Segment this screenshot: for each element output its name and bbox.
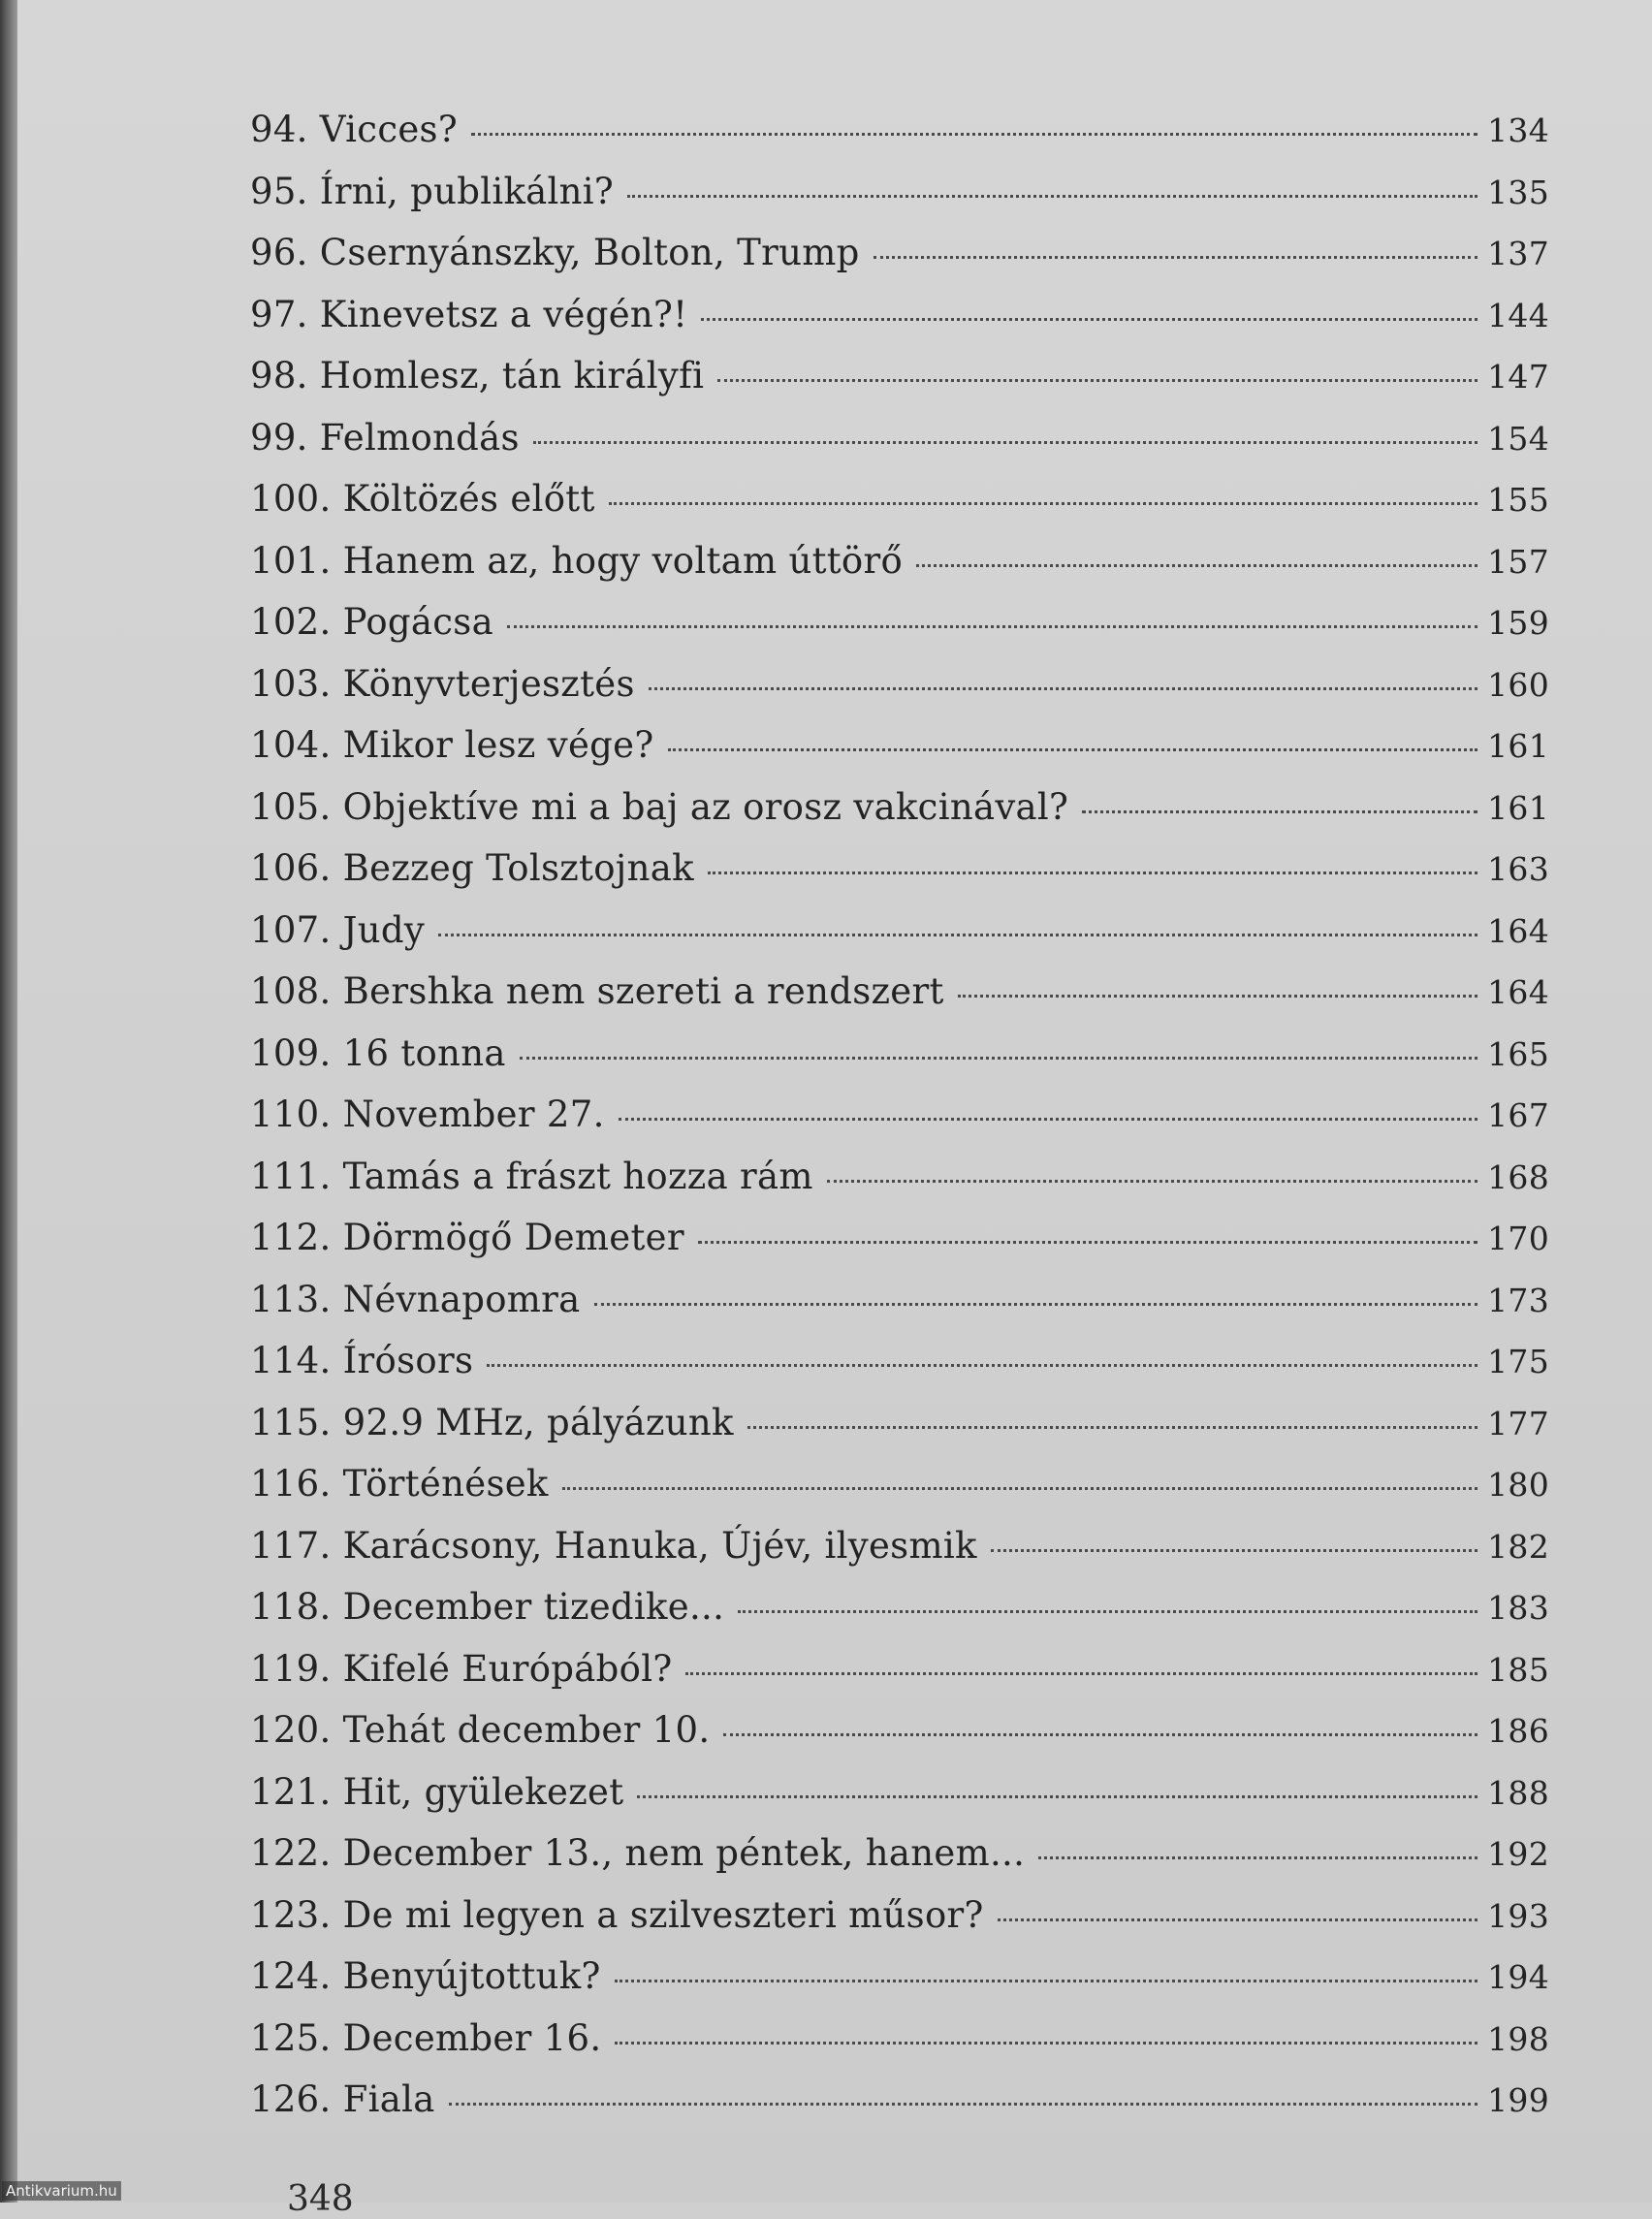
toc-entry-page: 155 (1487, 481, 1549, 519)
toc-entry-title: 121. Hit, gyülekezet (250, 1770, 624, 1813)
toc-entry-page: 163 (1487, 850, 1549, 888)
dot-leader (991, 1549, 1477, 1552)
toc-entry (250, 663, 1549, 725)
toc-entry (250, 601, 1549, 663)
toc-entry-page: 182 (1487, 1527, 1549, 1566)
toc-entry (250, 1771, 1549, 1833)
dot-leader (723, 1733, 1477, 1736)
toc-entry (250, 847, 1549, 909)
toc-entry (250, 724, 1549, 786)
dot-leader (827, 1180, 1477, 1183)
toc-entry-title: 108. Bershka nem szereti a rendszert (250, 970, 944, 1012)
toc-entry (250, 1094, 1549, 1156)
dot-leader (747, 1426, 1477, 1429)
toc-entry-title: 126. Fiala (250, 2078, 435, 2120)
toc-entry-title: 94. Vicces? (250, 109, 458, 150)
toc-entry-page: 177 (1487, 1404, 1549, 1442)
toc-entry-page: 157 (1487, 542, 1549, 581)
toc-entry-title: 122. December 13., nem péntek, hanem... (250, 1832, 1026, 1874)
dot-leader (1038, 1856, 1477, 1859)
dot-leader (615, 1980, 1477, 1982)
dot-leader (487, 1364, 1477, 1367)
toc-entry-page: 167 (1487, 1096, 1549, 1134)
dot-leader (649, 687, 1477, 690)
dot-leader (471, 133, 1477, 136)
toc-entry (250, 1586, 1549, 1648)
dot-leader (1082, 810, 1477, 813)
toc-entry (250, 2078, 1549, 2140)
toc-entry-title: 112. Dörmögő Demeter (250, 1217, 684, 1258)
toc-entry-page: 198 (1487, 2019, 1549, 2058)
toc-entry-title: 117. Karácsony, Hanuka, Újév, ilyesmik (250, 1524, 977, 1567)
dot-leader (998, 1918, 1477, 1921)
toc-entry (250, 1340, 1549, 1402)
dot-leader (738, 1610, 1477, 1613)
toc-entry-page: 144 (1487, 296, 1549, 334)
table-of-contents (250, 109, 1549, 2140)
dot-leader (717, 379, 1477, 382)
toc-entry-title: 115. 92.9 MHz, pályázunk (250, 1401, 734, 1443)
toc-entry-title: 120. Tehát december 10. (250, 1709, 711, 1751)
toc-entry (250, 1955, 1549, 2017)
toc-entry-title: 102. Pogácsa (250, 601, 493, 643)
toc-entry (250, 1279, 1549, 1341)
dot-leader (619, 1118, 1477, 1121)
toc-entry-page: 183 (1487, 1589, 1549, 1627)
toc-entry (250, 540, 1549, 602)
dot-leader (627, 195, 1477, 198)
toc-entry-page: 160 (1487, 665, 1549, 704)
toc-entry-title: 123. De mi legyen a szilveszteri műsor? (250, 1893, 984, 1936)
toc-entry (250, 1648, 1549, 1710)
dot-leader (533, 441, 1477, 444)
toc-entry-title: 99. Felmondás (250, 416, 520, 459)
dot-leader (449, 2103, 1478, 2106)
toc-entry-page: 159 (1487, 604, 1549, 642)
dot-leader (594, 1303, 1478, 1306)
toc-entry-title: 118. December tizedike... (250, 1586, 725, 1628)
toc-entry (250, 1402, 1549, 1464)
toc-entry (250, 970, 1549, 1032)
toc-entry-page: 193 (1487, 1896, 1549, 1935)
dot-leader (708, 872, 1477, 874)
toc-entry-page: 154 (1487, 419, 1549, 458)
toc-entry-page: 164 (1487, 911, 1549, 950)
toc-entry-page: 188 (1487, 1773, 1549, 1812)
toc-entry (250, 1525, 1549, 1587)
toc-entry (250, 355, 1549, 417)
toc-entry (250, 909, 1549, 971)
dot-leader (609, 502, 1477, 505)
dot-leader (615, 2042, 1477, 2045)
toc-entry-title: 111. Tamás a frászt hozza rám (250, 1155, 813, 1197)
dot-leader (701, 318, 1477, 321)
toc-entry (250, 1463, 1549, 1525)
toc-entry-title: 107. Judy (250, 908, 426, 951)
toc-entry-page: 161 (1487, 788, 1549, 827)
toc-entry-page: 194 (1487, 1958, 1549, 1996)
dot-leader (685, 1672, 1477, 1675)
toc-entry-title: 100. Költözés előtt (250, 478, 595, 520)
toc-entry-page: 192 (1487, 1835, 1549, 1873)
toc-entry-title: 110. November 27. (250, 1094, 605, 1135)
toc-entry-title: 114. Írósors (250, 1340, 474, 1381)
toc-entry-page: 199 (1487, 2081, 1549, 2119)
toc-entry-page: 147 (1487, 358, 1549, 396)
toc-entry-page: 135 (1487, 173, 1549, 211)
toc-entry (250, 109, 1549, 171)
dot-leader (562, 1487, 1477, 1490)
toc-entry-title: 96. Csernyánszky, Bolton, Trump (250, 232, 860, 273)
toc-entry (250, 478, 1549, 540)
dot-leader (958, 995, 1477, 998)
toc-entry (250, 417, 1549, 479)
toc-entry-page: 170 (1487, 1220, 1549, 1257)
toc-entry-title: 105. Objektíve mi a baj az orosz vakcinával? (250, 785, 1069, 828)
dot-leader (916, 564, 1477, 567)
toc-entry-title: 95. Írni, publikálni? (250, 170, 615, 212)
toc-entry-title: 97. Kinevetsz a végén?! (250, 293, 688, 335)
toc-entry-page: 180 (1487, 1466, 1549, 1504)
toc-entry (250, 1217, 1549, 1279)
dot-leader (507, 625, 1477, 628)
toc-entry-title: 103. Könyvterjesztés (250, 662, 635, 705)
toc-entry-page: 137 (1487, 235, 1549, 272)
toc-entry (250, 1032, 1549, 1094)
toc-entry-title: 125. December 16. (250, 2016, 602, 2059)
dot-leader (637, 1795, 1477, 1798)
toc-entry-page: 175 (1487, 1343, 1549, 1380)
toc-entry (250, 1709, 1549, 1771)
toc-entry-page: 165 (1487, 1034, 1549, 1073)
toc-entry (250, 232, 1549, 294)
toc-entry-page: 134 (1487, 111, 1549, 149)
toc-entry-title: 98. Homlesz, tán királyfi (250, 355, 705, 396)
toc-entry-page: 173 (1487, 1281, 1549, 1319)
toc-entry (250, 1156, 1549, 1218)
toc-entry-title: 106. Bezzeg Tolsztojnak (250, 847, 694, 889)
toc-entry-title: 119. Kifelé Európából? (250, 1647, 673, 1690)
toc-entry-page: 164 (1487, 973, 1549, 1011)
toc-entry-title: 101. Hanem az, hogy voltam úttörő (250, 539, 904, 582)
toc-entry (250, 294, 1549, 356)
book-spine-edge (0, 0, 17, 2203)
dot-leader (698, 1241, 1477, 1244)
toc-entry (250, 786, 1549, 848)
dot-leader (438, 934, 1477, 936)
toc-entry-page: 161 (1487, 727, 1549, 765)
toc-entry (250, 2017, 1549, 2079)
toc-entry-title: 109. 16 tonna (250, 1031, 506, 1074)
toc-entry-page: 168 (1487, 1157, 1549, 1196)
page-number: 348 (287, 2179, 354, 2219)
toc-entry-title: 113. Névnapomra (250, 1278, 581, 1320)
toc-entry-page: 186 (1487, 1712, 1549, 1750)
toc-entry-page: 185 (1487, 1650, 1549, 1689)
toc-entry (250, 171, 1549, 233)
dot-leader (668, 748, 1478, 751)
dot-leader (874, 256, 1478, 259)
watermark: Antikvarium.hu (2, 2181, 121, 2201)
toc-entry-title: 116. Történések (250, 1463, 549, 1505)
toc-entry (250, 1894, 1549, 1956)
dot-leader (520, 1057, 1477, 1060)
toc-entry-title: 124. Benyújtottuk? (250, 1955, 601, 1997)
toc-entry (250, 1832, 1549, 1894)
toc-entry-title: 104. Mikor lesz vége? (250, 724, 654, 766)
book-page (17, 0, 1652, 2219)
